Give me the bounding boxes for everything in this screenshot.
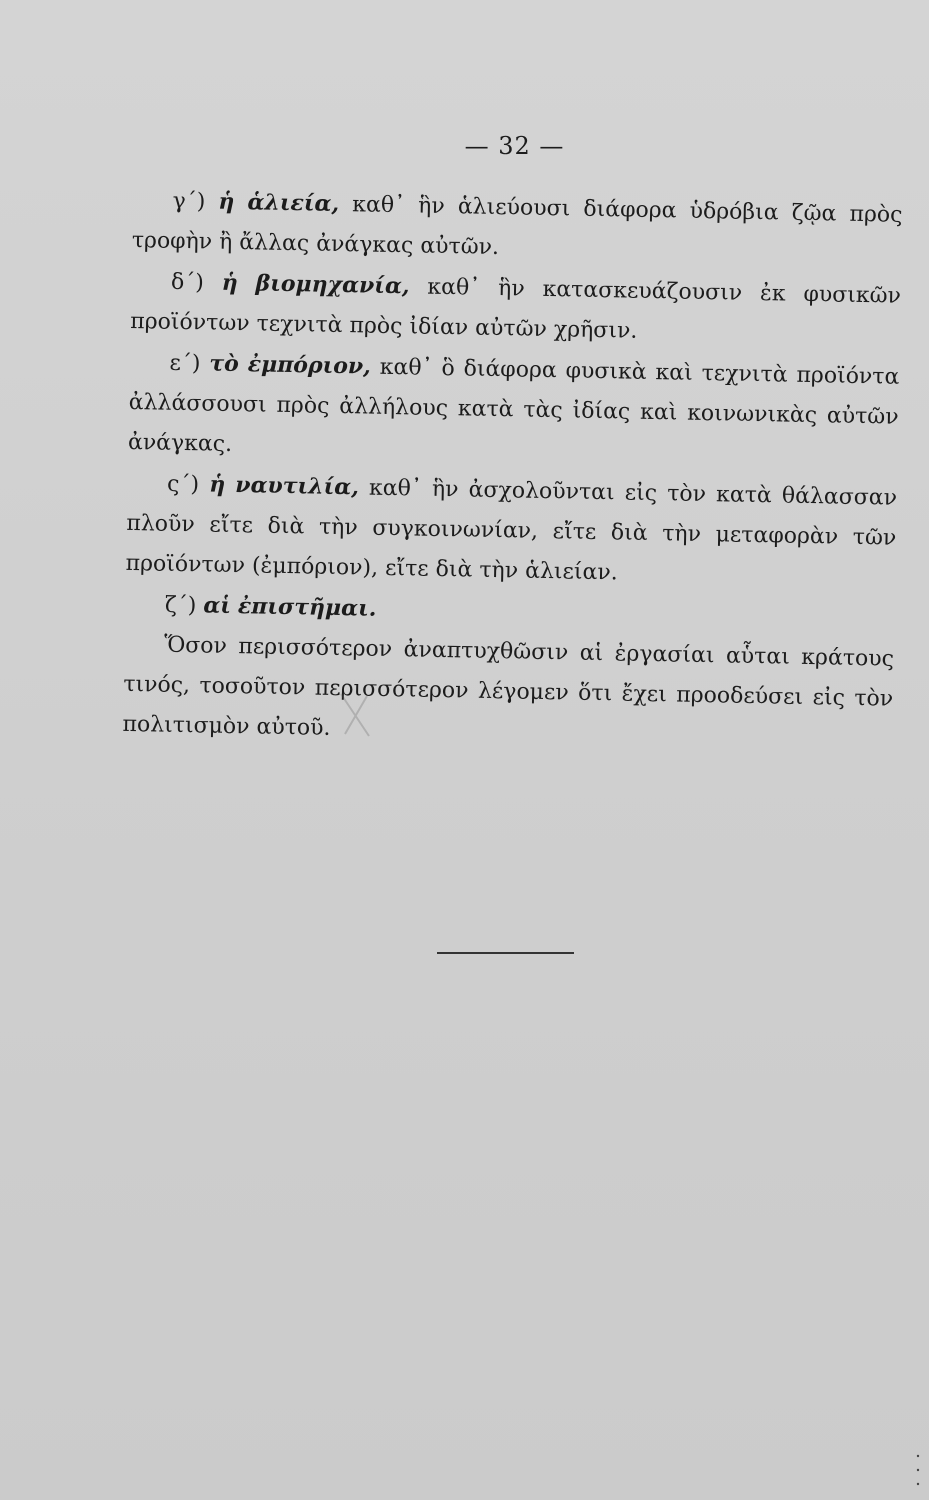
list-item-delta xyxy=(130,261,901,357)
item-text: καθ᾽ ἣν κατασκευάζουσιν ἐκ φυσικῶν προϊόντων τεχνιτὰ πρὸς ἰδίαν αὐτῶν χρῆσιν. xyxy=(130,274,902,344)
item-term: ἁλιεία, xyxy=(247,189,340,217)
item-article: ἡ xyxy=(221,269,239,297)
item-term: ἐπιστῆμαι. xyxy=(237,593,377,622)
page-number: — 32 — xyxy=(464,132,565,160)
item-marker: ζ΄) xyxy=(164,592,197,619)
item-marker: ς΄) xyxy=(166,471,200,498)
section-divider xyxy=(437,952,574,954)
item-term: ἐμπόριον, xyxy=(247,351,372,380)
list-item-stigma xyxy=(125,463,897,599)
item-term: βιομηχανία, xyxy=(255,270,410,300)
item-article: τὸ xyxy=(209,350,240,378)
list-item-gamma xyxy=(131,180,902,276)
closing-paragraph: Ὅσον περισσότερον ἀναπτυχθῶσιν αἱ ἐργασίαι αὗται κράτους τινός, τοσοῦτον περισσότερον λέγομεν ὅτι ἔχει προοδεύσει εἰς τὸν πολιτισμὸν αὐτοῦ. xyxy=(122,632,895,741)
item-article: ἡ xyxy=(218,188,235,215)
edge-speckle-icon xyxy=(915,1450,921,1490)
item-text: καθ᾽ ὃ διάφορα φυσικὰ καὶ τεχνιτὰ προϊόντα ἀλλάσσουσι πρὸς ἀλλήλους κατὰ τὰς ἰδίας καὶ κοινωνικὰς αὐτῶν ἀνάγκας. xyxy=(127,354,900,457)
item-marker: δ΄) xyxy=(170,269,205,296)
body-text xyxy=(122,180,903,760)
item-term: ναυτιλία, xyxy=(235,472,360,501)
list-item-epsilon xyxy=(128,342,900,478)
item-article: ἡ xyxy=(208,471,226,498)
item-marker: γ΄) xyxy=(172,188,206,215)
item-marker: ε΄) xyxy=(169,350,201,377)
item-article: αἱ xyxy=(203,592,232,619)
item-text: καθ᾽ ἣν ἁλιεύουσι διάφορα ὑδρόβια ζῷα πρὸς τροφὴν ἢ ἄλλας ἀνάγκας αὐτῶν. xyxy=(131,192,903,261)
pencil-mark-icon xyxy=(335,690,375,740)
item-text: καθ᾽ ἣν ἀσχολοῦνται εἰς τὸν κατὰ θάλασσαν πλοῦν εἴτε διὰ τὴν συγκοινωνίαν, εἴτε διὰ τὴν μεταφορὰν τῶν προϊόντων (ἐμπόριον), εἴτε διὰ τὴν ἁλιείαν. xyxy=(125,475,898,586)
